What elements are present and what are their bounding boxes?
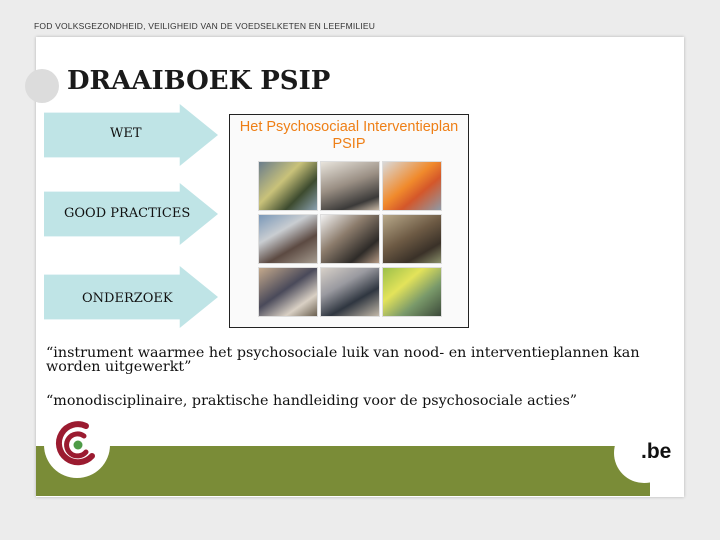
- title-tab-circle: [25, 69, 59, 103]
- slide-title: DRAAIBOEK PSIP: [67, 66, 331, 96]
- photo-rescue-workers: [258, 161, 318, 211]
- quote-monodisciplinaire: “monodisciplinaire, praktische handleiding voor de psychosociale acties”: [46, 393, 578, 409]
- photo-laptop-team: [320, 267, 380, 317]
- photo-group-outdoor: [320, 214, 380, 264]
- quote-instrument: “instrument waarmee het psychosociale luik van nood- en interventieplannen kan worden uitgewerkt”: [46, 345, 640, 375]
- photo-meeting: [258, 267, 318, 317]
- arrow-wet-label: WET: [110, 126, 142, 141]
- belgian-government-logo-icon: [44, 412, 110, 478]
- psip-image: [229, 114, 469, 328]
- photo-medic-orange: [382, 161, 442, 211]
- logo-badge: [44, 412, 110, 478]
- photo-conversation: [382, 214, 442, 264]
- psip-image-title: [230, 119, 468, 153]
- header-text: FOD VOLKSGEZONDHEID, VEILIGHEID VAN DE VOEDSELKETEN EN LEEFMILIEU: [34, 21, 376, 31]
- photo-interview: [320, 161, 380, 211]
- be-label[interactable]: .be: [641, 440, 672, 463]
- psip-title-line1: Het Psychosociaal Interventieplan: [239, 119, 459, 135]
- photo-grid: [258, 161, 460, 321]
- arrow-onderzoek-label: ONDERZOEK: [82, 291, 173, 306]
- psip-title-line2: PSIP: [332, 136, 366, 152]
- photo-crowd: [258, 214, 318, 264]
- photo-responders-yellow: [382, 267, 442, 317]
- arrow-good-practices-label: GOOD PRACTICES: [64, 206, 191, 221]
- footer-band: [36, 446, 650, 496]
